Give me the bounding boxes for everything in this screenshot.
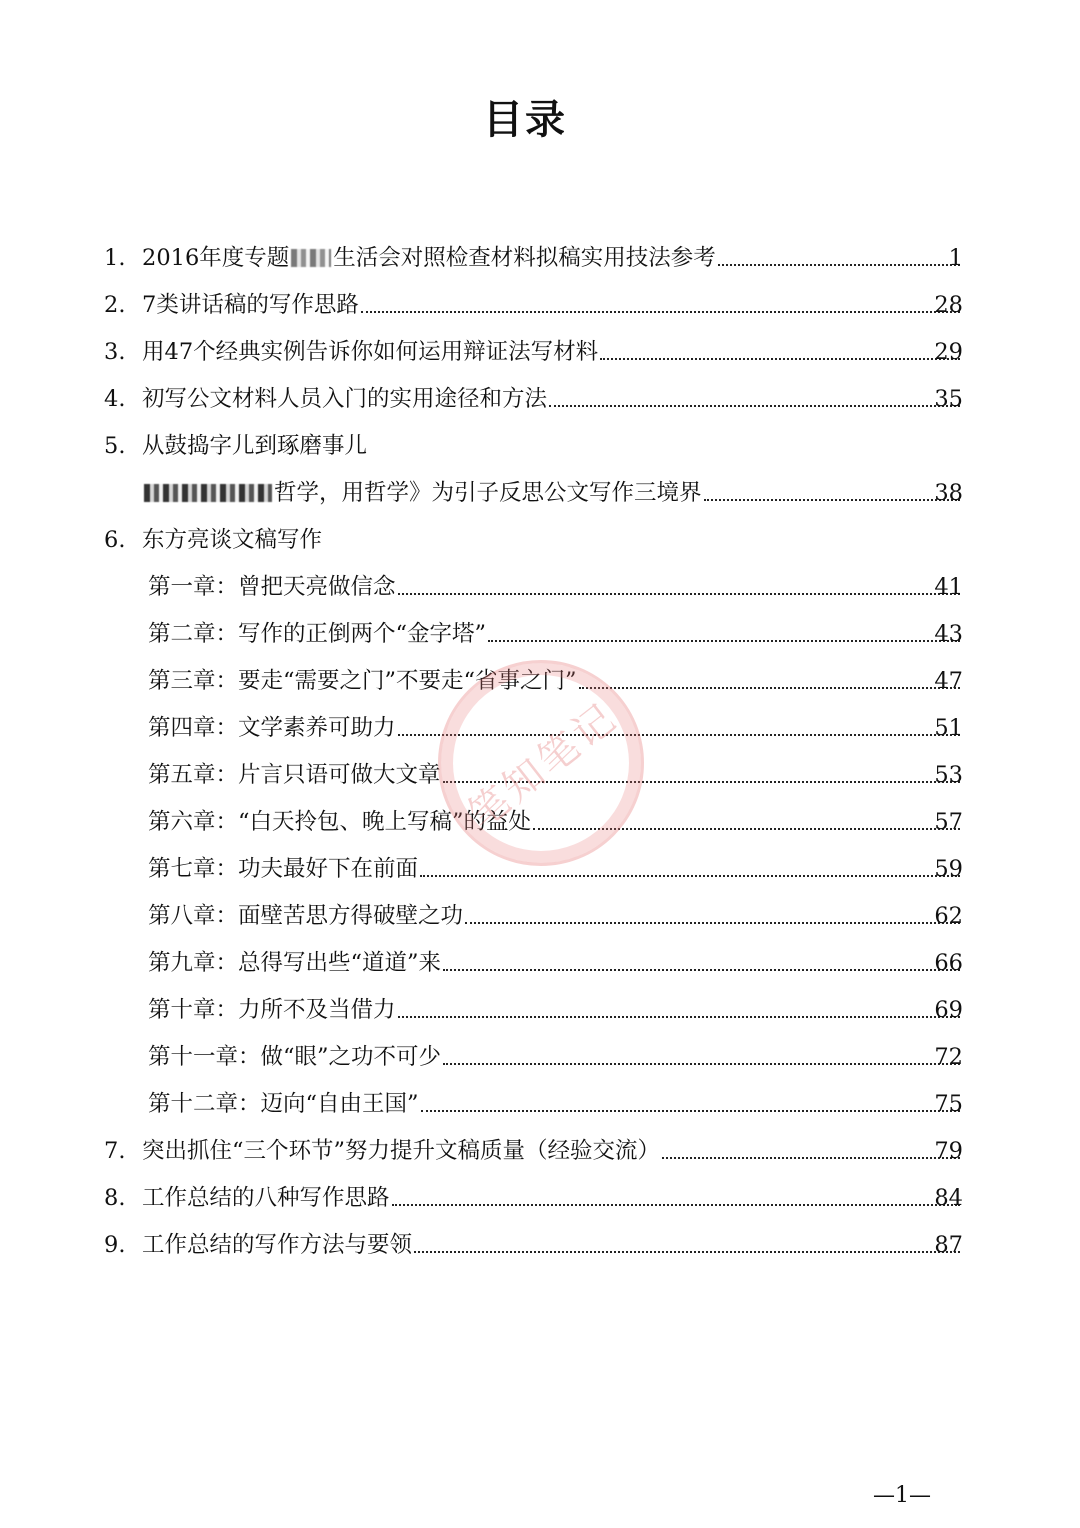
toc-subentry[interactable]: [0, 931, 1080, 978]
entry-title: 第七章：功夫最好下在前面: [148, 856, 419, 882]
leader-dots: [443, 969, 960, 971]
entry-page: 1: [948, 245, 963, 271]
leader-dots: [398, 1016, 960, 1018]
toc-entry[interactable]: [0, 367, 1080, 414]
toc-subentry[interactable]: [0, 978, 1080, 1025]
leader-dots: [465, 922, 960, 924]
toc-entry[interactable]: [0, 1213, 1080, 1260]
entry-number: 2.: [104, 292, 126, 318]
toc-subentry[interactable]: [0, 1072, 1080, 1119]
entry-page: 47: [934, 668, 963, 694]
redacted-mark: [144, 484, 272, 502]
page-number-footer: —1—: [873, 1483, 931, 1508]
entry-title: 第九章：总得写出些“道道”来: [148, 950, 442, 976]
entry-page: 51: [934, 715, 963, 741]
toc-subentry[interactable]: [0, 1025, 1080, 1072]
leader-dots: [414, 1251, 960, 1253]
entry-page: 43: [934, 621, 963, 647]
leader-dots: [662, 1157, 960, 1159]
entry-page: 75: [934, 1091, 963, 1117]
entry-page: 84: [934, 1185, 963, 1211]
entry-number: 9.: [104, 1232, 126, 1258]
leader-dots: [398, 593, 960, 595]
entry-page: 53: [934, 762, 963, 788]
watermark-text: 笔知笔记: [459, 693, 627, 839]
entry-title: 初写公文材料人员入门的实用途径和方法: [142, 386, 548, 412]
entry-page: 57: [934, 809, 963, 835]
toc-entry[interactable]: [0, 273, 1080, 320]
entry-title: 第十一章：做“眼”之功不可少: [148, 1044, 442, 1070]
entry-page: 59: [934, 856, 963, 882]
entry-title: 工作总结的写作方法与要领: [142, 1232, 413, 1258]
entry-page: 29: [934, 339, 963, 365]
toc-entry[interactable]: [0, 1166, 1080, 1213]
redacted-mark: [291, 249, 331, 267]
entry-number: 5.: [104, 433, 126, 459]
toc-subentry[interactable]: [0, 602, 1080, 649]
entry-number: 7.: [104, 1138, 126, 1164]
leader-dots: [392, 1204, 960, 1206]
leader-dots: [579, 687, 960, 689]
entry-number: 6.: [104, 527, 126, 553]
toc-subentry[interactable]: [0, 555, 1080, 602]
leader-dots: [718, 264, 960, 266]
entry-title: 第八章：面壁苦思方得破壁之功: [148, 903, 464, 929]
entry-title: 第五章：片言只语可做大文章: [148, 762, 441, 788]
entry-page: 72: [934, 1044, 963, 1070]
entry-title: 从鼓捣字儿到琢磨事儿: [142, 433, 368, 459]
entry-page: 66: [934, 950, 963, 976]
entry-title: 工作总结的八种写作思路: [142, 1185, 390, 1211]
entry-title: 第十二章：迈向“自由王国”: [148, 1091, 419, 1117]
leader-dots: [549, 405, 960, 407]
page-title: 目录: [483, 96, 567, 143]
entry-number: 8.: [104, 1185, 126, 1211]
entry-title: 第十章：力所不及当借力: [148, 997, 396, 1023]
entry-number: 4.: [104, 386, 126, 412]
leader-dots: [361, 311, 960, 313]
entry-page: 38: [934, 480, 963, 506]
entry-page: 62: [934, 903, 963, 929]
watermark-stamp: [438, 660, 644, 866]
entry-title: 2016年度专题 生活会对照检查材料拟稿实用技法参考: [142, 245, 716, 271]
entry-page: 41: [934, 574, 963, 600]
leader-dots: [488, 640, 960, 642]
entry-title: 第六章：“白天拎包、晚上写稿”的益处: [148, 809, 532, 835]
entry-title-continuation: 哲学，用哲学》为引子反思公文写作三境界: [142, 478, 702, 508]
toc-entry[interactable]: [0, 226, 1080, 273]
entry-title: 东方亮谈文稿写作: [142, 527, 323, 553]
entry-page: 79: [934, 1138, 963, 1164]
entry-title: 7类讲话稿的写作思路: [142, 292, 359, 318]
entry-page: 69: [934, 997, 963, 1023]
toc-entry[interactable]: [0, 320, 1080, 367]
entry-title: 第二章：写作的正倒两个“金字塔”: [148, 621, 487, 647]
toc-entry-continuation[interactable]: [0, 461, 1080, 508]
entry-number: 1.: [104, 245, 126, 271]
leader-dots: [704, 499, 960, 501]
entry-title: 用47个经典实例告诉你如何运用辩证法写材料: [142, 339, 599, 365]
leader-dots: [443, 1063, 960, 1065]
toc-subentry[interactable]: [0, 884, 1080, 931]
entry-page: 35: [934, 386, 963, 412]
leader-dots: [421, 1110, 960, 1112]
entry-page: 28: [934, 292, 963, 318]
entry-title: 突出抓住“三个环节”努力提升文稿质量（经验交流）: [142, 1138, 661, 1164]
toc-entry[interactable]: [0, 1119, 1080, 1166]
entry-number: 3.: [104, 339, 126, 365]
leader-dots: [420, 875, 960, 877]
toc-entry[interactable]: [0, 414, 1080, 461]
entry-title: 第一章：曾把天亮做信念: [148, 574, 396, 600]
entry-page: 87: [934, 1232, 963, 1258]
leader-dots: [600, 358, 960, 360]
entry-title: 第三章：要走“需要之门”不要走“省事之门”: [148, 668, 577, 694]
toc-entry[interactable]: [0, 508, 1080, 555]
entry-title: 第四章：文学素养可助力: [148, 715, 396, 741]
